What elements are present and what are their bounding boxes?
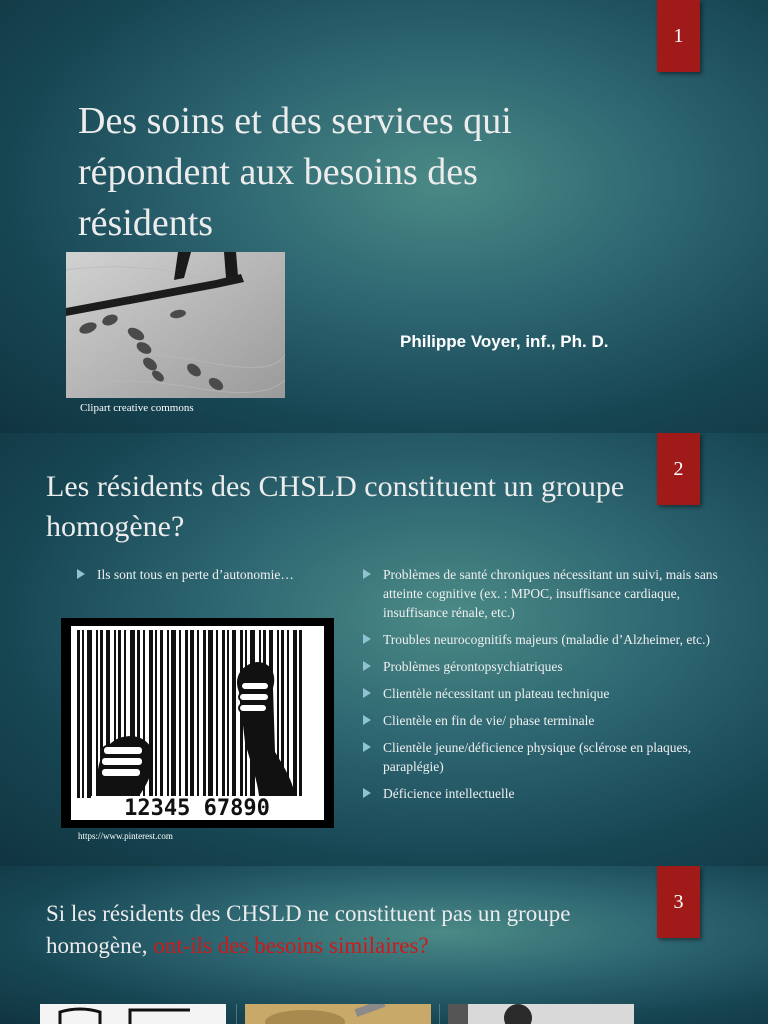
barcode-bar	[167, 630, 169, 798]
barcode-bar	[227, 630, 229, 798]
slide-number-badge: 3	[657, 866, 700, 938]
bullet-item: Clientèle nécessitant un plateau technique	[361, 684, 746, 703]
barcode-bar	[171, 630, 176, 798]
bullet-item: Problèmes gérontopsychiatriques	[361, 657, 746, 676]
barcode-bar	[287, 630, 289, 798]
slide-1	[0, 0, 768, 433]
barcode-bar	[160, 630, 163, 798]
barcode-bar	[293, 630, 297, 798]
barcode-bar	[197, 630, 199, 798]
barcode-bar	[203, 630, 206, 798]
barcode-bar	[216, 630, 218, 798]
slide-3	[0, 866, 768, 1024]
image-caption: Clipart creative commons	[80, 402, 194, 414]
thumbnail-image	[448, 1004, 634, 1024]
bullet-item: Troubles neurocognitifs majeurs (maladie d’Alzheimer, etc.)	[361, 630, 746, 649]
barcode-bar	[232, 630, 236, 798]
barcode-bar	[185, 630, 188, 798]
slide-title	[46, 898, 646, 962]
slide-number-badge: 2	[657, 433, 700, 505]
divider	[236, 1004, 237, 1024]
slide-title: Des soins et des services qui répondent aux besoins des résidents	[78, 100, 512, 244]
bullet-item: Déficience intellectuelle	[361, 784, 746, 803]
barcode-prison-image	[61, 618, 334, 828]
bullet-item: Clientèle jeune/déficience physique (sclérose en plaques, paraplégie)	[361, 738, 746, 776]
author-name: Philippe Voyer, inf., Ph. D.	[400, 332, 609, 351]
slide-number-badge: 1	[657, 0, 700, 72]
barcode-bar	[190, 630, 194, 798]
barcode-bar	[179, 630, 181, 798]
title-text: Si les résidents des CHSLD ne constituent pas un groupe homogène,	[46, 901, 571, 958]
bullet-item: Ils sont tous en perte d’autonomie…	[75, 565, 345, 584]
thumbnail-image	[245, 1004, 431, 1024]
barcode-digits: 12345 67890	[124, 796, 270, 821]
image-caption: https://www.pinterest.com	[78, 831, 173, 841]
thumbnail-image	[40, 1004, 226, 1024]
barcode-bar	[82, 630, 84, 798]
bullet-item: Problèmes de santé chroniques nécessitant un suivi, mais sans atteinte cognitive (ex. : MPOC, insuffisance cardiaque, insuffisance rénale, etc.)	[361, 565, 746, 622]
barcode-bar	[222, 630, 225, 798]
barcode-bar	[87, 630, 92, 798]
left-bullet-list	[75, 565, 345, 592]
barcode-bar	[208, 630, 213, 798]
right-bullet-list	[361, 565, 746, 811]
barcode-bar	[299, 630, 302, 798]
bullet-item: Clientèle en fin de vie/ phase terminale	[361, 711, 746, 730]
barcode-bar	[77, 630, 80, 798]
divider	[439, 1004, 440, 1024]
slide-2	[0, 433, 768, 866]
title-highlight: ont-ils des besoins similaires?	[153, 933, 429, 958]
slide-title: Les résidents des CHSLD constituent un groupe homogène?	[46, 470, 625, 543]
footprints-image	[66, 252, 285, 398]
barcode-bar	[155, 630, 157, 798]
